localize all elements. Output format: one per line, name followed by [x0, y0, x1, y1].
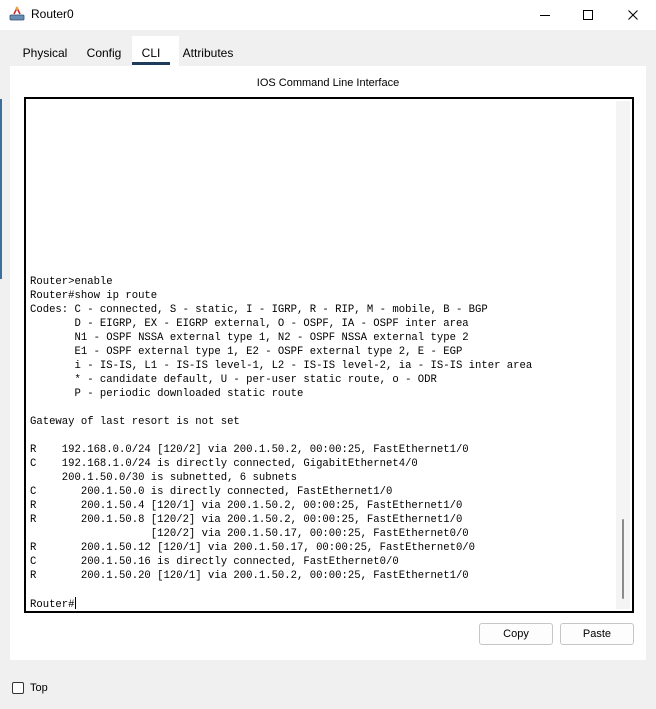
tab-physical[interactable]: Physical	[22, 46, 68, 60]
terminal-scrollbar[interactable]	[616, 101, 630, 609]
top-option	[12, 680, 48, 696]
text-cursor	[75, 597, 76, 609]
terminal-line: Gateway of last resort is not set	[30, 416, 240, 428]
scrollbar-thumb[interactable]	[622, 519, 624, 599]
terminal-line: R 200.1.50.4 [120/1] via 200.1.50.2, 00:00:25, FastEthernet1/0	[30, 500, 463, 512]
terminal-line: D - EIGRP, EX - EIGRP external, O - OSPF, IA - OSPF inter area	[30, 318, 469, 330]
terminal-line: R 200.1.50.20 [120/1] via 200.1.50.2, 00:00:25, FastEthernet1/0	[30, 570, 469, 582]
terminal-line: R 200.1.50.8 [120/2] via 200.1.50.2, 00:00:25, FastEthernet1/0	[30, 514, 463, 526]
close-icon	[627, 9, 639, 21]
maximize-icon	[582, 9, 594, 21]
active-tab-indicator	[132, 62, 170, 65]
terminal-line: [120/2] via 200.1.50.17, 00:00:25, FastEthernet0/0	[30, 528, 469, 540]
maximize-button[interactable]	[565, 0, 611, 30]
tab-config[interactable]: Config	[86, 46, 122, 60]
terminal-output	[30, 275, 612, 611]
terminal-line: Router#show ip route	[30, 290, 158, 302]
title-bar	[0, 0, 656, 30]
router-icon	[9, 6, 25, 22]
terminal-line: 200.1.50.0/30 is subnetted, 6 subnets	[30, 472, 298, 484]
terminal-line	[30, 583, 612, 597]
paste-button[interactable]: Paste	[560, 623, 634, 645]
terminal-line: E1 - OSPF external type 1, E2 - OSPF external type 2, E - EGP	[30, 346, 463, 358]
terminal-line: Router>enable	[30, 276, 113, 288]
terminal-line: Codes: C - connected, S - static, I - IGRP, R - RIP, M - mobile, B - BGP	[30, 304, 488, 316]
top-label: Top	[30, 682, 48, 694]
terminal-line: * - candidate default, U - per-user static route, o - ODR	[30, 374, 437, 386]
terminal-line	[30, 429, 612, 443]
terminal-line: C 200.1.50.0 is directly connected, FastEthernet1/0	[30, 486, 393, 498]
terminal-line: N1 - OSPF NSSA external type 1, N2 - OSPF NSSA external type 2	[30, 332, 469, 344]
terminal-line: C 192.168.1.0/24 is directly connected, GigabitEthernet4/0	[30, 458, 418, 470]
cli-terminal[interactable]	[24, 97, 634, 613]
terminal-line	[30, 401, 612, 415]
terminal-line: C 200.1.50.16 is directly connected, FastEthernet0/0	[30, 556, 399, 568]
prompt-text: Router#	[30, 599, 75, 611]
tab-attributes[interactable]: Attributes	[182, 46, 234, 60]
terminal-line: R 192.168.0.0/24 [120/2] via 200.1.50.2, 00:00:25, FastEthernet1/0	[30, 444, 469, 456]
tab-bar	[10, 36, 646, 68]
cli-header: IOS Command Line Interface	[256, 77, 400, 89]
terminal-line: P - periodic downloaded static route	[30, 388, 304, 400]
top-checkbox[interactable]	[12, 682, 24, 694]
minimize-button[interactable]	[522, 0, 568, 30]
terminal-line: i - IS-IS, L1 - IS-IS level-1, L2 - IS-IS level-2, ia - IS-IS inter area	[30, 360, 533, 372]
tab-cli[interactable]: CLI	[141, 46, 161, 60]
terminal-line: R 200.1.50.12 [120/1] via 200.1.50.17, 00:00:25, FastEthernet0/0	[30, 542, 476, 554]
copy-button[interactable]: Copy	[479, 623, 553, 645]
window-edge	[0, 99, 2, 279]
close-button[interactable]	[610, 0, 656, 30]
minimize-icon	[539, 9, 551, 21]
window-title: Router0	[31, 7, 74, 21]
terminal-prompt	[30, 597, 612, 611]
